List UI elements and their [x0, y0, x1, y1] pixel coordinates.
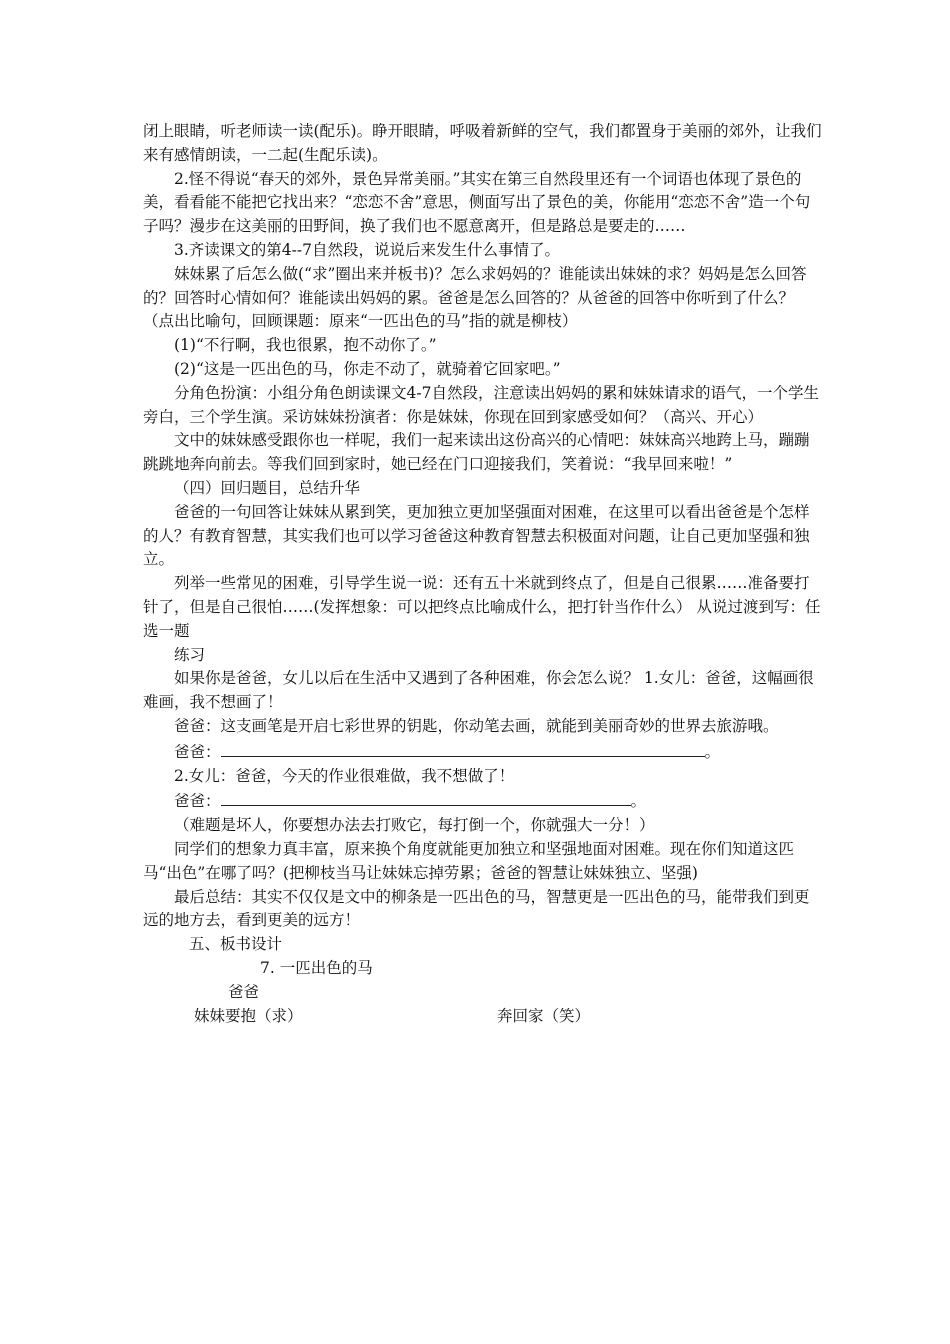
fill-line-1	[143, 739, 823, 765]
paragraph: 爸爸的一句回答让妹妹从累到笑，更加独立更加坚强面对困难，在这里可以看出爸爸是个怎样的人？有教育智慧，其实我们也可以学习爸爸这种教育智慧去积极面对问题，让自己更加坚强和独立。	[143, 502, 810, 569]
fill-label: 爸爸：	[174, 742, 221, 761]
paragraph: 列举一些常见的困难，引导学生说一说：还有五十米就到终点了，但是自己很累……准备要打针了，但是自己很怕……(发挥想象：可以把终点比喻成什么，把打针当作什么） 从说过渡到写：任选一题	[143, 574, 821, 640]
board-title: 7. 一匹出色的马	[260, 958, 373, 977]
board-left: 妹妹要抱（求）	[194, 1006, 303, 1025]
paragraph: 文中的妹妹感受跟你也一样呢，我们一起来读出这份高兴的心情吧：妹妹高兴地跨上马，蹦蹦跳跳地奔向前去。等我们回到家时，她已经在门口迎接我们，笑着说：“我早回来啦！”	[143, 431, 810, 474]
paragraph: 分角色扮演：小组分角色朗读课文4-7自然段，注意读出妈妈的累和妹妹请求的语气，一个学生旁白，三个学生演。采访妹妹扮演者：你是妹妹，你现在回到家感受如何？（高兴、开心）	[143, 383, 819, 426]
paragraph: （难题是坏人，你要想办法去打败它，每打倒一个，你就强大一分！）	[174, 816, 655, 835]
paragraph: 妹妹累了后怎么做(“求”圈出来并板书)？怎么求妈妈的？谁能读出妹妹的求？妈妈是怎么回答的？回答时心情如何？谁能读出妈妈的累。爸爸是怎么回答的？从爸爸的回答中你听到了什么？（点出比喻句，回顾课题：原来“一匹出色的马”指的就是柳枝）	[143, 264, 807, 331]
paragraph: 最后总结：其实不仅仅是文中的柳条是一匹出色的马，智慧更是一匹出色的马，能带我们到更远的地方去，看到更美的远方！	[143, 887, 810, 930]
section-heading: 五、板书设计	[189, 935, 283, 954]
paragraph: 3.齐读课文的第4--7自然段，说说后来发生什么事情了。	[174, 240, 560, 259]
fill-end: 。	[630, 792, 647, 811]
paragraph: 2.怪不得说“春天的郊外，景色异常美丽。”其实在第三自然段里还有一个词语也体现了景色的美，看看能不能把它找出来？“恋恋不舍”意思，侧面写出了景色的美，你能用“恋恋不舍”造一个句子吗？漫步在这美丽的田野间，换了我们也不愿意离开，但是路总是要走的……	[143, 169, 811, 236]
answer-blank[interactable]	[221, 739, 705, 757]
board-right: 奔回家（笑）	[497, 1006, 591, 1025]
paragraph: 爸爸：这支画笔是开启七彩世界的钥匙，你动笔去画，就能到美丽奇妙的世界去旅游哦。	[174, 716, 779, 735]
quote-line: (2)“这是一匹出色的马，你走不动了，就骑着它回家吧。”	[174, 359, 561, 378]
fill-end: 。	[704, 742, 721, 761]
exercise-heading: 练习	[174, 645, 206, 664]
paragraph: 同学们的想象力真丰富，原来换个角度就能更加独立和坚强地面对困难。现在你们知道这匹马“出色”在哪了吗？(把柳枝当马让妹妹忘掉劳累；爸爸的智慧让妹妹独立、坚强)	[143, 839, 795, 882]
board-dad: 爸爸	[228, 982, 260, 1001]
quote-line: (1)“不行啊，我也很累，抱不动你了。”	[174, 336, 437, 355]
answer-blank[interactable]	[221, 788, 631, 806]
fill-line-2	[143, 788, 823, 814]
blackboard-design	[143, 957, 823, 1037]
document-body	[143, 120, 823, 1037]
paragraph: 如果你是爸爸，女儿以后在生活中又遇到了各种困难，你会怎么说？ 1.女儿：爸爸，这幅画很难画，我不想画了！	[143, 669, 814, 712]
paragraph: 闭上眼睛，听老师读一读(配乐)。睁开眼睛，呼吸着新鲜的空气，我们都置身于美丽的郊外，让我们来有感情朗读，一二起(生配乐读)。	[143, 122, 822, 164]
section-heading: （四）回归题目，总结升华	[174, 478, 361, 497]
paragraph: 2.女儿：爸爸，今天的作业很难做，我不想做了！	[174, 766, 515, 785]
fill-label: 爸爸：	[174, 792, 221, 811]
